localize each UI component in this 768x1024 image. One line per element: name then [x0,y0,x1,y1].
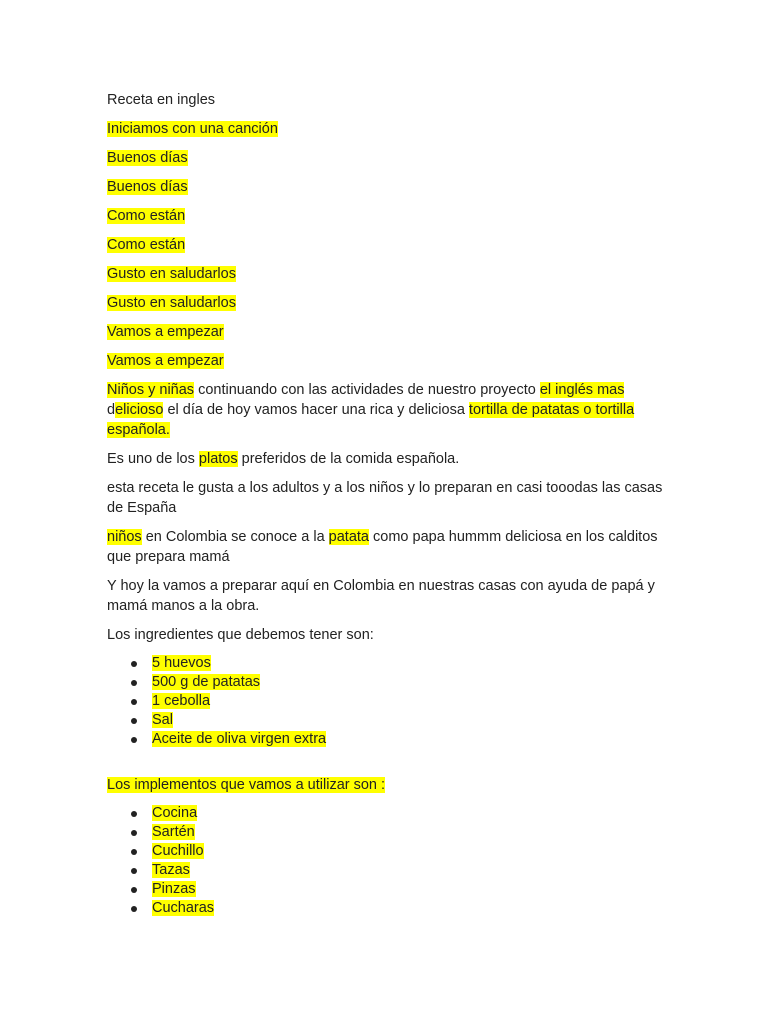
tools-heading [107,775,682,795]
colombia-paragraph: Y hoy la vamos a preparar aquí en Colombia en nuestras casas con ayuda de papá y mamá manos a la obra. [107,578,655,614]
highlighted-text: el inglés mas [539,382,625,398]
doc-title: Receta en ingles [107,92,216,108]
highlighted-text: Pinzas [152,881,196,897]
highlighted-text: platos [198,451,238,467]
highlighted-text: Buenos días [107,150,188,166]
highlighted-text: Tazas [152,862,190,878]
list-item [107,861,682,880]
highlighted-text: Como están [107,208,186,224]
plain-text: preferidos de la comida española. [237,451,460,467]
song-line [107,235,682,255]
list-item [107,654,682,673]
plain-text: continuando con las actividades de nuestro proyecto [194,382,540,398]
highlighted-text: Cuchillo [152,843,204,859]
platos-paragraph [107,449,682,469]
list-item [107,804,682,823]
list-item [107,880,682,899]
highlighted-text: Los implementos que vamos a utilizar son : [107,777,386,793]
highlighted-text: Cucharas [152,900,215,916]
highlighted-text: Gusto en saludarlos [107,295,236,311]
song-line [107,351,682,371]
highlighted-text: Aceite de oliva virgen extra [152,731,327,747]
highlighted-text: Sartén [152,824,195,840]
list-item [107,842,682,861]
plain-text: Es uno de los [107,451,199,467]
song-line [107,293,682,313]
list-item [107,730,682,749]
highlighted-text: elicioso [115,402,164,418]
highlighted-text: Buenos días [107,179,188,195]
highlighted-text: Niños y niñas [107,382,195,398]
highlighted-text: Vamos a empezar [107,353,224,369]
highlighted-text: Sal [152,712,173,728]
plain-text: en Colombia se conoce a la [141,529,329,545]
highlighted-text: Como están [107,237,186,253]
song-line [107,264,682,284]
list-item [107,823,682,842]
highlighted-text: tortilla de patatas o tortilla española. [107,402,635,438]
song-line [107,322,682,342]
song-line [107,206,682,226]
document-body [107,90,682,927]
highlighted-text: niños [107,529,142,545]
highlighted-text: Cocina [152,805,198,821]
highlighted-text: Iniciamos con una canción [107,121,278,137]
song-line [107,177,682,197]
plain-text: d [107,402,116,418]
plain-text: como papa hummm deliciosa en los calditos que prepara mamá [107,529,658,565]
song-line [107,148,682,168]
highlighted-text: patata [328,529,369,545]
list-item [107,692,682,711]
highlighted-text: 5 huevos [152,655,211,671]
ingredients-heading: Los ingredientes que debemos tener son: [107,627,374,643]
plain-text: el día de hoy vamos hacer una rica y deliciosa [163,402,469,418]
intro-paragraph [107,380,682,440]
list-item [107,711,682,730]
receta-paragraph: esta receta le gusta a los adultos y a los niños y lo preparan en casi tooodas las casas de España [107,480,663,516]
highlighted-text: 500 g de patatas [152,674,261,690]
highlighted-text: Vamos a empezar [107,324,224,340]
song-line [107,119,682,139]
ingredients-list [107,654,682,749]
list-item [107,673,682,692]
patata-paragraph [107,527,682,567]
highlighted-text: Gusto en saludarlos [107,266,236,282]
blank-line [107,758,682,775]
list-item [107,899,682,918]
tools-list [107,804,682,918]
highlighted-text: 1 cebolla [152,693,211,709]
